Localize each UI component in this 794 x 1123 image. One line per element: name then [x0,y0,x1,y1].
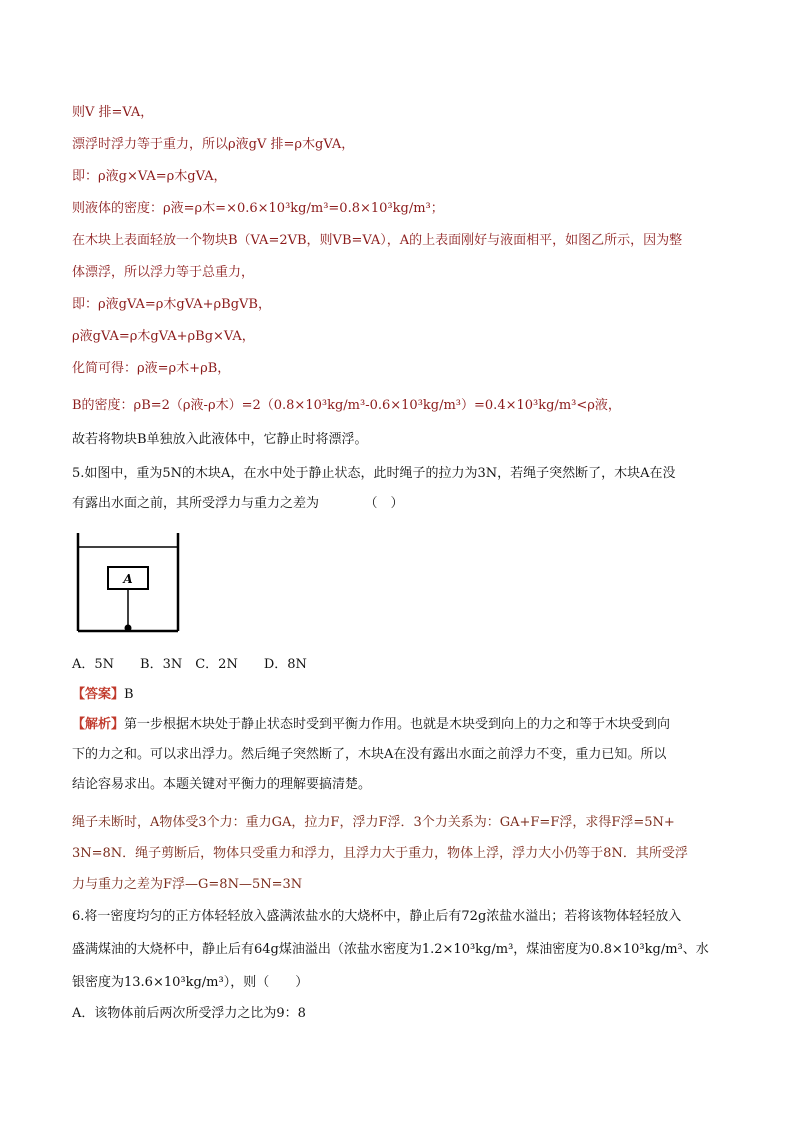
solution-line-3: 即：ρ液g×VA=ρ木gVA， [72,169,227,184]
question-5-options: A．5N B．3N C．2N D．8N [72,657,307,672]
analysis-line-1 [72,716,722,734]
question-6-line-3: 银密度为13.6×10³kg/m³），则（ ） [72,975,309,990]
question-5-line-1: 5.如图中，重为5N的木块A，在水中处于静止状态，此时绳子的拉力为3N，若绳子突然断了，木块A在没 [72,466,676,481]
answer-line [72,686,722,704]
answer-value: B [124,687,134,702]
analysis-line-6: 力与重力之差为F浮—G=8N—5N=3N [72,877,303,892]
analysis-tag: 【解析】 [72,717,125,732]
solution-line-1: 则V 排=VA， [72,105,154,120]
solution-line-5: 在木块上表面轻放一个物块B（VA=2VB，则VB=VA），A的上表面刚好与液面相平，如图乙所示，因为整 [72,233,683,248]
question-6-line-2: 盛满煤油的大烧杯中，静止后有64g煤油溢出（浓盐水密度为1.2×10³kg/m³，煤油密度为0.8×10³kg/m³、水 [72,942,709,957]
wood-block-label: A [123,572,133,586]
beaker-diagram [72,527,184,635]
question-6-line-1: 6.将一密度均匀的正方体轻轻放入盛满浓盐水的大烧杯中，静止后有72g浓盐水溢出；若将该物体轻轻放入 [72,909,682,924]
analysis-line-5: 3N=8N．绳子剪断后，物体只受重力和浮力，且浮力大于重力，物体上浮，浮力大小仍等于8N．其所受浮 [72,846,688,861]
solution-line-4: 则液体的密度：ρ液=ρ木=×0.6×10³kg/m³=0.8×10³kg/m³； [72,201,444,216]
rope-anchor [125,625,132,632]
solution-line-6: 体漂浮，所以浮力等于总重力， [72,265,255,280]
solution-line-9: 化简可得：ρ液=ρ木+ρB， [72,361,231,376]
analysis-line-2: 下的力之和。可以求出浮力。然后绳子突然断了，木块A在没有露出水面之前浮力不变，重力已知。所以 [72,747,667,762]
question-6-option-a: A．该物体前后两次所受浮力之比为9：8 [72,1006,306,1021]
analysis-line-3: 结论容易求出。本题关键对平衡力的理解要搞清楚。 [72,777,372,792]
answer-tag: 【答案】 [72,687,125,702]
solution-line-10: B的密度：ρB=2（ρ液-ρ木）=2（0.8×10³kg/m³-0.6×10³kg/m³）=0.4×10³kg/m³<ρ液， [72,398,621,413]
analysis-line-4: 绳子未断时，A物体受3个力：重力GA，拉力F，浮力F浮．3个力关系为：GA+F=F浮，求得F浮=5N+ [72,815,675,830]
solution-line-8: ρ液gVA=ρ木gVA+ρBg×VA， [72,329,255,344]
analysis-text-1: 第一步根据木块处于静止状态时受到平衡力作用。也就是木块受到向上的力之和等于木块受到向 [124,717,671,732]
question-5-line-2: 有露出水面之前，其所受浮力与重力之差为 （ ） [72,496,404,511]
solution-line-7: 即：ρ液gVA=ρ木gVA+ρBgVB， [72,297,271,312]
solution-line-2: 漂浮时浮力等于重力，所以ρ液gV 排=ρ木gVA， [72,137,355,152]
solution-conclusion: 故若将物块B单独放入此液体中，它静止时将漂浮。 [72,432,368,447]
